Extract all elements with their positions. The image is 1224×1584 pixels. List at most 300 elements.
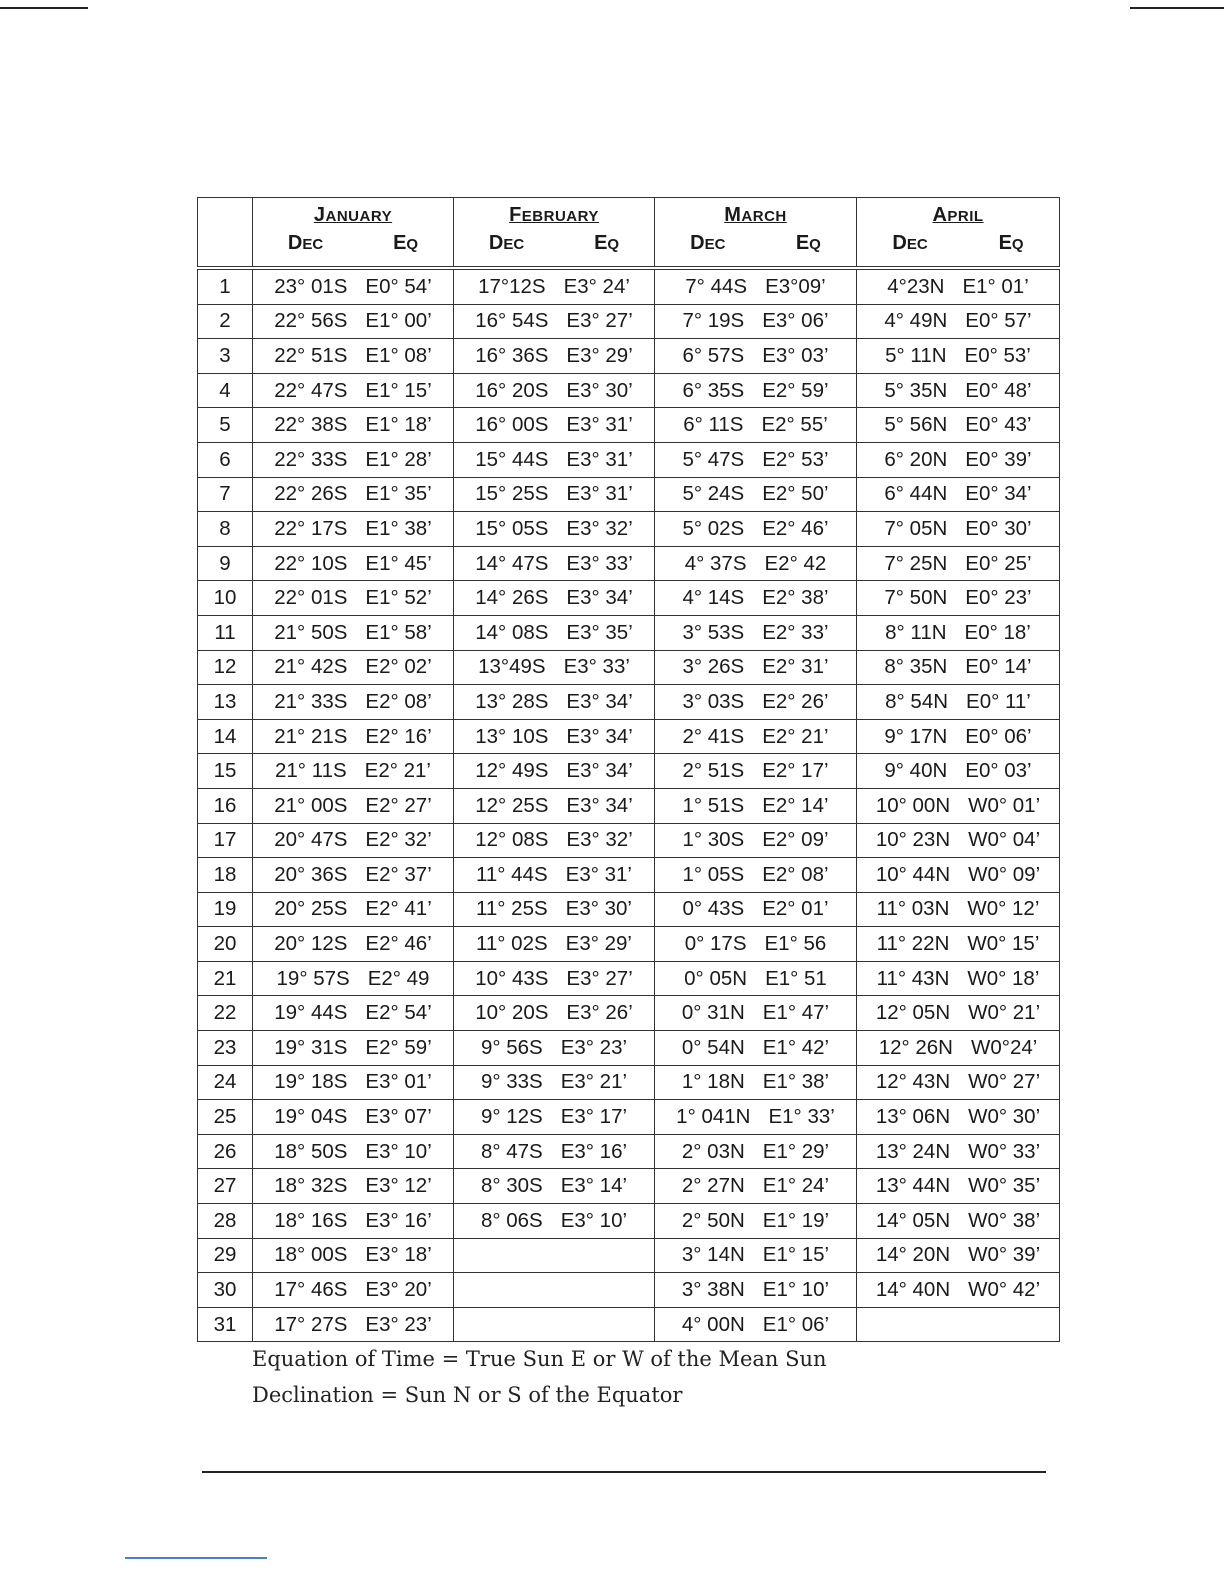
solar-ephemeris-table [197,197,1060,1342]
cell-mar [655,996,857,1031]
cell-apr [857,1134,1060,1169]
declination-value: 13° 28S [475,689,549,713]
equation-of-time-value: E3° 33’ [563,655,630,679]
declination-value: 0° 31N [681,1001,745,1025]
equation-of-time-value: W0° 42’ [968,1278,1041,1302]
table-row [198,892,1060,927]
declination-value: 11° 44S [476,862,548,886]
equation-of-time-value: E3° 30’ [565,897,632,921]
equation-of-time-value: E2° 41’ [365,897,432,921]
declination-value: 14° 08S [475,620,549,644]
cell-feb [454,581,655,616]
declination-value: 11° 22N [876,932,950,956]
declination-value: 10° 43S [475,966,549,990]
day-number: 25 [198,1100,253,1135]
declination-value: 11° 02S [476,932,548,956]
declination-value: 22° 38S [274,413,348,437]
declination-value: 4° 14S [682,586,745,610]
cell-mar [655,961,857,996]
declination-value: 4°23N [887,274,945,298]
cell-feb [454,1238,655,1273]
declination-value: 21° 11S [275,759,347,783]
cell-feb [454,1100,655,1135]
declination-value: 15° 44S [475,447,549,471]
declination-value: 20° 47S [274,828,348,852]
table-row [198,1204,1060,1239]
cell-feb [454,442,655,477]
table-row [198,858,1060,893]
cell-feb [454,823,655,858]
declination-value: 3° 53S [682,620,745,644]
dec-label: DEC [892,232,928,254]
eq-label: EQ [594,232,620,254]
cell-mar [655,719,857,754]
cell-jan [253,754,454,789]
equation-of-time-value: E0° 57’ [965,309,1032,333]
cell-mar [655,1134,857,1169]
cell-mar [655,408,857,443]
cell-apr [857,858,1060,893]
day-number: 18 [198,858,253,893]
cell-jan [253,442,454,477]
cell-apr [857,408,1060,443]
declination-value: 14° 26S [475,586,549,610]
declination-value: 3° 26S [682,655,745,679]
day-number: 29 [198,1238,253,1273]
equation-of-time-value: E3° 33’ [566,551,633,575]
table-row [198,512,1060,547]
equation-of-time-value: E2° 27’ [365,793,432,817]
cell-mar [655,892,857,927]
equation-of-time-value: E0° 53’ [964,343,1031,367]
cell-feb [454,615,655,650]
equation-of-time-value: E2° 21’ [762,724,829,748]
equation-of-time-value: W0°24’ [971,1035,1038,1059]
equation-of-time-value: E1° 33’ [768,1105,835,1129]
day-number: 5 [198,408,253,443]
equation-of-time-value: W0° 01’ [968,793,1041,817]
declination-value: 21° 42S [274,655,348,679]
equation-of-time-value: E1° 51 [765,966,827,990]
cell-mar [655,650,857,685]
cell-jan [253,373,454,408]
equation-of-time-value: E3° 32’ [566,516,633,540]
cell-feb [454,788,655,823]
declination-value: 1° 51S [682,793,745,817]
cell-mar [655,754,857,789]
equation-of-time-value: E0° 48’ [965,378,1032,402]
cell-jan [253,546,454,581]
cell-feb [454,408,655,443]
table-row [198,1273,1060,1308]
declination-value: 20° 12S [274,932,348,956]
day-number: 9 [198,546,253,581]
cell-jan [253,304,454,339]
equation-of-time-value: E3° 34’ [566,759,633,783]
table-row [198,1134,1060,1169]
day-number: 26 [198,1134,253,1169]
equation-of-time-value: E2° 21’ [364,759,431,783]
equation-of-time-value: E2° 02’ [365,655,432,679]
declination-value: 19° 18S [274,1070,348,1094]
equation-of-time-value: E3° 34’ [566,689,633,713]
cell-jan [253,477,454,512]
cell-apr [857,268,1060,304]
table-row [198,754,1060,789]
cell-mar [655,615,857,650]
cell-apr [857,615,1060,650]
table-row [198,1065,1060,1100]
declination-value: 2° 51S [682,759,745,783]
cell-apr [857,1204,1060,1239]
day-number: 17 [198,823,253,858]
day-number: 12 [198,650,253,685]
declination-value: 13° 44N [875,1174,951,1198]
equation-of-time-value: E1° 58’ [365,620,432,644]
equation-of-time-value: E3° 12’ [365,1174,432,1198]
cell-apr [857,1031,1060,1066]
declination-value: 18° 00S [274,1243,348,1267]
table-row [198,1031,1060,1066]
equation-of-time-value: E3°09’ [765,274,826,298]
declination-value: 8° 06S [480,1208,543,1232]
declination-value: 18° 50S [274,1139,348,1163]
cell-apr [857,788,1060,823]
equation-of-time-value: E0° 39’ [965,447,1032,471]
day-number: 28 [198,1204,253,1239]
declination-value: 19° 57S [276,966,350,990]
dec-label: DEC [488,232,525,254]
declination-value: 22° 17S [274,516,348,540]
declination-value: 1° 30S [682,828,745,852]
equation-of-time-value: E3° 10’ [365,1139,432,1163]
cell-jan [253,1204,454,1239]
month-header-apr [857,198,1060,269]
declination-value: 12° 08S [475,828,549,852]
declination-value: 8° 35N [884,655,948,679]
declination-value: 18° 16S [274,1208,348,1232]
declination-value: 6° 35S [682,378,745,402]
equation-of-time-value: E2° 01’ [762,897,829,921]
equation-of-time-value: E1° 47’ [762,1001,830,1025]
day-number: 10 [198,581,253,616]
day-number: 7 [198,477,253,512]
day-number: 2 [198,304,253,339]
cell-mar [655,1169,857,1204]
declination-value: 8° 11N [885,620,947,644]
cell-feb [454,1065,655,1100]
declination-value: 14° 05N [875,1208,951,1232]
cell-jan [253,927,454,962]
cell-apr [857,373,1060,408]
day-number: 24 [198,1065,253,1100]
month-name: APRIL [932,204,984,226]
cell-apr [857,442,1060,477]
cell-feb [454,304,655,339]
declination-value: 2° 41S [682,724,745,748]
table-row [198,581,1060,616]
equation-of-time-value: E3° 23’ [560,1035,628,1059]
declination-value: 4° 49N [884,309,948,333]
equation-of-time-value: E2° 17’ [762,759,829,783]
cell-jan [253,858,454,893]
cell-jan [253,1273,454,1308]
equation-of-time-value: E1° 56 [764,932,827,956]
table-row [198,1100,1060,1135]
table-row [198,546,1060,581]
declination-value: 3° 03S [682,689,745,713]
equation-of-time-value: W0° 33’ [968,1139,1041,1163]
month-header-jan [253,198,454,269]
equation-of-time-value: E3° 31’ [566,413,633,437]
cell-apr [857,892,1060,927]
equation-of-time-value: E1° 45’ [365,551,432,575]
declination-value: 10° 23N [875,828,951,852]
cell-jan [253,1065,454,1100]
table-body [198,268,1060,1342]
equation-of-time-value: E2° 31’ [762,655,829,679]
declination-value: 1° 18N [681,1070,745,1094]
declination-value: 7° 05N [884,516,948,540]
eq-label: EQ [393,232,419,254]
declination-value: 16° 00S [475,413,549,437]
cell-feb [454,268,655,304]
table-row [198,408,1060,443]
equation-of-time-value: E3° 31’ [566,482,633,506]
declination-value: 6° 20N [884,447,948,471]
declination-value: 6° 44N [884,482,948,506]
cell-mar [655,268,857,304]
equation-of-time-value: E1° 35’ [365,482,432,506]
cell-apr [857,754,1060,789]
cell-apr [857,961,1060,996]
table-row [198,304,1060,339]
declination-value: 2° 03N [681,1139,745,1163]
cell-jan [253,823,454,858]
day-number: 22 [198,996,253,1031]
equation-of-time-value: E0° 11’ [966,689,1031,713]
declination-value: 22° 10S [274,551,348,575]
day-number: 14 [198,719,253,754]
declination-value: 9° 17N [884,724,948,748]
declination-value: 4° 00N [681,1312,745,1336]
equation-of-time-value: E1° 06’ [762,1312,830,1336]
cell-mar [655,788,857,823]
declination-value: 23° 01S [274,274,348,298]
table-row [198,615,1060,650]
cell-apr [857,1169,1060,1204]
equation-of-time-value: E3° 30’ [566,378,633,402]
equation-of-time-value: E3° 14’ [560,1174,628,1198]
cell-mar [655,546,857,581]
declination-value: 8° 54N [885,689,949,713]
declination-value: 11° 25S [476,897,548,921]
equation-of-time-value: E1° 42’ [762,1035,830,1059]
eq-label: EQ [998,232,1024,254]
day-number: 11 [198,615,253,650]
month-header-mar [655,198,857,269]
equation-of-time-value: E2° 46’ [365,932,432,956]
declination-value: 19° 31S [274,1035,348,1059]
day-number: 4 [198,373,253,408]
equation-of-time-value: W0° 38’ [968,1208,1041,1232]
equation-of-time-value: E0° 06’ [965,724,1032,748]
cell-feb [454,1169,655,1204]
declination-value: 7° 44S [685,274,748,298]
declination-value: 6° 57S [682,343,745,367]
equation-of-time-value: E1° 15’ [762,1243,830,1267]
day-number: 23 [198,1031,253,1066]
cell-jan [253,788,454,823]
equation-of-time-value: E2° 54’ [365,1001,432,1025]
equation-of-time-value: E3° 35’ [566,620,633,644]
equation-of-time-value: E1° 24’ [762,1174,830,1198]
equation-of-time-value: E3° 31’ [566,447,633,471]
equation-of-time-value: E3° 29’ [566,343,633,367]
equation-of-time-value: E1° 08’ [365,343,432,367]
declination-value: 13° 10S [475,724,549,748]
equation-of-time-value: E0° 30’ [965,516,1032,540]
declination-value: 16° 36S [475,343,549,367]
table-row [198,685,1060,720]
cell-apr [857,581,1060,616]
equation-of-time-value: E2° 49 [367,966,430,990]
equation-of-time-value: E3° 07’ [365,1105,432,1129]
declination-value: 9° 33S [480,1070,543,1094]
equation-of-time-value: E0° 23’ [965,586,1032,610]
cell-mar [655,512,857,547]
table-row [198,823,1060,858]
equation-of-time-value: E2° 33’ [762,620,829,644]
cell-apr [857,927,1060,962]
declination-value: 5° 02S [682,516,745,540]
declination-value: 21° 50S [274,620,348,644]
equation-of-time-value: E2° 59’ [365,1035,432,1059]
cell-apr [857,719,1060,754]
cell-mar [655,927,857,962]
declination-value: 7° 19S [682,309,745,333]
cell-jan [253,1307,454,1342]
cell-jan [253,719,454,754]
declination-value: 5° 56N [884,413,948,437]
cell-feb [454,1307,655,1342]
declination-value: 1° 041N [676,1105,751,1129]
cell-mar [655,1065,857,1100]
equation-of-time-value: E0° 25’ [965,551,1032,575]
table-row [198,927,1060,962]
equation-of-time-value: E2° 16’ [365,724,432,748]
cell-jan [253,512,454,547]
declination-value: 7° 25N [884,551,948,575]
equation-of-time-value: E3° 29’ [565,932,632,956]
declination-value: 21° 21S [274,724,348,748]
cell-jan [253,650,454,685]
equation-of-time-value: E0° 14’ [965,655,1032,679]
declination-value: 12° 43N [875,1070,951,1094]
equation-of-time-value: E1° 19’ [762,1208,830,1232]
declination-value: 17° 27S [274,1312,348,1336]
table-row [198,477,1060,512]
equation-of-time-value: E3° 24’ [563,274,630,298]
declination-value: 22° 47S [274,378,348,402]
equation-of-time-value: E3° 31’ [565,862,632,886]
equation-of-time-value: E3° 27’ [566,966,633,990]
declination-value: 21° 33S [274,689,348,713]
declination-value: 0° 17S [684,932,747,956]
declination-value: 11° 43N [876,966,950,990]
cell-jan [253,1238,454,1273]
table-row [198,788,1060,823]
cell-jan [253,685,454,720]
equation-of-time-value: E3° 16’ [560,1139,628,1163]
day-header [198,198,253,269]
footer-blue-rule [125,1557,267,1559]
cell-feb [454,892,655,927]
cell-feb [454,685,655,720]
declination-value: 4° 37S [684,551,747,575]
cell-apr [857,477,1060,512]
declination-value: 5° 35N [884,378,948,402]
declination-value: 19° 44S [274,1001,348,1025]
day-number: 19 [198,892,253,927]
declination-value: 9° 56S [480,1035,543,1059]
declination-value: 5° 24S [682,482,745,506]
declination-value: 22° 56S [274,309,348,333]
equation-of-time-value: W0° 09’ [968,862,1041,886]
declination-value: 7° 50N [884,586,948,610]
equation-of-time-value: E3° 34’ [566,793,633,817]
equation-of-time-value: E2° 46’ [762,516,829,540]
day-number: 21 [198,961,253,996]
equation-of-time-value: E3° 21’ [560,1070,628,1094]
equation-of-time-value: E1° 10’ [762,1278,830,1302]
cell-mar [655,373,857,408]
equation-of-time-value: E2° 50’ [762,482,829,506]
cell-jan [253,996,454,1031]
equation-of-time-value: E1° 18’ [365,413,432,437]
declination-value: 14° 47S [475,551,549,575]
day-number: 27 [198,1169,253,1204]
cell-jan [253,339,454,374]
declination-value: 5° 11N [885,343,947,367]
declination-value: 1° 05S [682,862,745,886]
month-header-feb [454,198,655,269]
declination-value: 2° 27N [681,1174,745,1198]
declination-value: 13° 06N [875,1105,951,1129]
cell-jan [253,892,454,927]
equation-of-time-value: E2° 09’ [762,828,829,852]
day-number: 13 [198,685,253,720]
declination-value: 8° 30S [480,1174,543,1198]
declination-value: 0° 54N [681,1035,745,1059]
cell-apr [857,1065,1060,1100]
cell-mar [655,304,857,339]
declination-value: 22° 01S [274,586,348,610]
equation-of-time-value: E1° 38’ [365,516,432,540]
equation-of-time-value: E3° 18’ [365,1243,432,1267]
month-name: MARCH [724,204,787,226]
equation-of-time-value: E3° 20’ [365,1278,432,1302]
equation-of-time-value: E2° 59’ [762,378,829,402]
declination-value: 20° 36S [274,862,348,886]
day-number: 30 [198,1273,253,1308]
table-row [198,373,1060,408]
declination-value: 15° 05S [475,516,549,540]
dec-label: DEC [690,232,726,254]
cell-feb [454,961,655,996]
table-row [198,719,1060,754]
declination-value: 18° 32S [274,1174,348,1198]
